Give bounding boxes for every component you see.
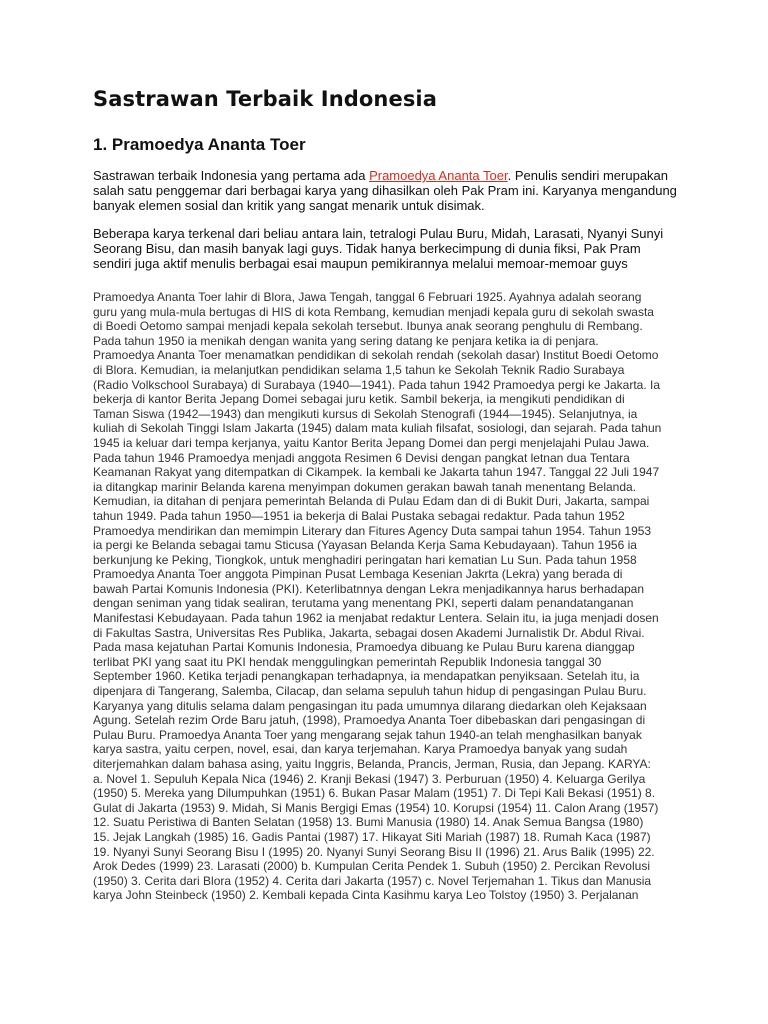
- biography-line: Pramoedya Ananta Toer lahir di Blora, Jawa Tengah, tanggal 6 Februari 1925. Ayahnya adalah seorang: [93, 290, 642, 304]
- biography-line: berkunjung ke Peking, Tiongkok, untuk menghadiri peringatan hari kematian Lu Sun. Pada tahun 1958: [93, 552, 637, 567]
- biography-line: September 1960. Ketika terjadi penangkapan terhadapnya, ia mendapatkan penyiksaan. Setelah itu, ia: [93, 669, 640, 684]
- intro-text-after-link: . Penulis sendiri merupakan salah satu penggemar dari berbagai karya yang dihasilkan oleh Pak Pram ini. Karyanya mengandung banyak elemen sosial dan kritik yang sangat menarik untuk disimak.: [93, 168, 677, 213]
- biography-line: 15. Jejak Langkah (1985) 16. Gadis Pantai (1987) 17. Hikayat Siti Mariah (1987) 18. Rumah Kaca (1987): [93, 829, 651, 844]
- biography-line: Pramoedya Ananta Toer menamatkan pendidikan di sekolah rendah (sekolah dasar) Institut Boedi Oetomo: [93, 348, 659, 363]
- biography-line: 19. Nyanyi Sunyi Seorang Bisu I (1995) 20. Nyanyi Sunyi Seorang Bisu II (1996) 21. Arus Balik (1995) 22.: [93, 844, 655, 859]
- biography-line: Taman Siswa (1942—1943) dan mengikuti kursus di Sekolah Stenografi (1944—1945). Selanjutnya, ia: [93, 406, 638, 421]
- biography-line: Pramoedya Ananta Toer anggota Pimpinan Pusat Lembaga Kesenian Jakrta (Lekra) yang berada di: [93, 567, 623, 582]
- biography-text: [93, 290, 678, 903]
- biography-line: di Boedi Oetomo sampai menjadi kepala sekolah tersebut. Ibunya anak seorang penghulu di Rembang.: [93, 319, 643, 334]
- biography-line: (1950) 3. Cerita dari Blora (1952) 4. Cerita dari Jakarta (1957) c. Novel Terjemahan 1. Tikus dan Manusia: [93, 873, 652, 888]
- biography-line: Pada masa kejatuhan Partai Komunis Indonesia, Pramoedya dibuang ke Pulau Buru karena dianggap: [93, 640, 635, 655]
- biography-line: a. Novel 1. Sepuluh Kepala Nica (1946) 2. Kranji Bekasi (1947) 3. Perburuan (1950) 4. Keluarga Gerilya: [93, 771, 646, 786]
- biography-line: guru yang mula-mula bertugas di HIS di kota Rembang, kemudian menjadi kepala guru di sekolah swasta: [93, 304, 654, 319]
- biography-line: Pramoedya mendirikan dan memimpin Literary dan Fitures Agency Duta sampai tahun 1954. Tahun 1953: [93, 523, 652, 538]
- biography-line: ia ditangkap marinir Belanda karena menyimpan dokumen gerakan bawah tanah menentang Belanda.: [93, 479, 637, 494]
- biography-line: Karyanya yang ditulis selama dalam pengasingan itu pada umumnya dilarang diedarkan oleh Kejaksaan: [93, 698, 647, 713]
- biography-line: (1950) 5. Mereka yang Dilumpuhkan (1951) 6. Bukan Pasar Malam (1951) 7. Di Tepi Kali Bekasi (1951) 8.: [93, 786, 656, 801]
- biography-line: Manifestasi Kebudayaan. Pada tahun 1962 ia menjabat redaktur Lentera. Selain itu, ia juga menjadi dosen: [93, 611, 659, 626]
- biography-line: bawah Partai Komunis Indonesia (PKI). Keterlibatnnya dengan Lekra menjadikannya harus berhadapan: [93, 581, 645, 596]
- biography-line: tahun 1949. Pada tahun 1950—1951 ia bekerja di Balai Pustaka sebagai redaktur. Pada tahun 1952: [93, 508, 625, 523]
- biography-line: Pada tahun 1950 ia menikah dengan wanita yang sering datang ke penjara ketika ia di penjara.: [93, 333, 599, 348]
- biography-line: dengan seniman yang tidak sealiran, terutama yang menentang PKI, seperti dalam penandatanganan: [93, 596, 634, 611]
- biography-line: Pada tahun 1946 Pramoedya menjadi anggota Resimen 6 Devisi dengan pangkat letnan dua Tentara: [93, 450, 630, 465]
- biography-line: Keamanan Rakyat yang ditempatkan di Cikampek. Ia kembali ke Jakarta tahun 1947. Tanggal 22 Juli 1947: [93, 465, 660, 480]
- biography-line: 1945 ia keluar dari tempa kerjanya, yaitu Kantor Berita Jepang Domei dan pergi menjelajahi Pulau Jawa.: [93, 435, 650, 450]
- biography-line: bekerja di kantor Berita Jepang Domei sebagai juru ketik. Sambil bekerja, ia mengikuti pendidikan di: [93, 392, 625, 407]
- intro-paragraph: [93, 168, 678, 213]
- biography-line: terlibat PKI yang saat itu PKI hendak menggulingkan pemerintah Republik Indonesia tanggal 30: [93, 654, 602, 669]
- biography-line: Pulau Buru. Pramoedya Ananta Toer yang mengarang sejak tahun 1940-an telah menghasilkan banyak: [93, 727, 642, 742]
- biography-line: 12. Suatu Peristiwa di Banten Selatan (1958) 13. Bumi Manusia (1980) 14. Anak Semua Bangsa (1980): [93, 815, 644, 830]
- biography-line: Agung. Setelah rezim Orde Baru jatuh, (1998), Pramoedya Ananta Toer dibebaskan dari pengasingan di: [93, 713, 646, 728]
- biography-line: Kemudian, ia ditahan di penjara pemerintah Belanda di Pulau Edam dan di di Bukit Duri, Jakarta, sampai: [93, 494, 650, 509]
- page-title: Sastrawan Terbaik Indonesia: [93, 87, 437, 111]
- section-heading: 1. Pramoedya Ananta Toer: [93, 135, 306, 154]
- biography-line: diterjemahkan dalam bahasa asing, yaitu Inggris, Belanda, Prancis, Jerman, Rusia, dan Jepang. KARYA:: [93, 757, 651, 771]
- biography-line: karya John Steinbeck (1950) 2. Kembali kepada Cinta Kasihmu karya Leo Tolstoy (1950) 3. Perjalanan: [93, 888, 639, 903]
- biography-line: karya sastra, yaitu cerpen, novel, esai, dan karya terjemahan. Karya Pramoedya banyak yang sudah: [93, 742, 628, 757]
- biography-line: di Fakultas Sastra, Universitas Res Publika, Jakarta, sebagai dosen Akademi Jurnalistik Dr. Abdul Rivai.: [93, 625, 645, 640]
- biography-line: (Radio Volkschool Surabaya) di Surabaya (1940—1941). Pada tahun 1942 Pramoedya pergi ke Jakarta. Ia: [93, 377, 661, 392]
- biography-line: dipenjara di Tangerang, Salemba, Cilacap, dan selama sepuluh tahun hidup di pengasingan Pulau Buru.: [93, 684, 647, 699]
- intro-text-before-link: Sastrawan terbaik Indonesia yang pertama ada: [93, 168, 370, 183]
- biography-line: Gulat di Jakarta (1953) 9. Midah, Si Manis Bergigi Emas (1954) 10. Korupsi (1954) 11. Calon Arang (1957): [93, 800, 659, 815]
- biography-line: di Blora. Kemudian, ia melanjutkan pendidikan selama 1,5 tahun ke Sekolah Teknik Radio Surabaya: [93, 362, 625, 377]
- author-link[interactable]: Pramoedya Ananta Toer: [369, 168, 508, 183]
- biography-line: Arok Dedes (1999) 23. Larasati (2000) b. Kumpulan Cerita Pendek 1. Subuh (1950) 2. Percikan Revolusi: [93, 859, 650, 874]
- biography-line: kuliah di Sekolah Tinggi Islam Jakarta (1945) dalam mata kuliah filsafat, sosiologi, dan sejarah. Pada tahun: [93, 421, 662, 436]
- biography-line: ia pergi ke Belanda sebagai tamu Sticusa (Yayasan Belanda Kerja Sama Kebudayaan). Tahun 1956 ia: [93, 538, 637, 553]
- works-paragraph: Beberapa karya terkenal dari beliau antara lain, tetralogi Pulau Buru, Midah, Larasati, Nyanyi Sunyi Seorang Bisu, dan masih banyak lagi guys. Tidak hanya berkecimpung di dunia fiksi, Pak Pram sendiri juga aktif menulis berbagai esai maupun pemikirannya melalui memoar-memoar guys: [93, 226, 664, 271]
